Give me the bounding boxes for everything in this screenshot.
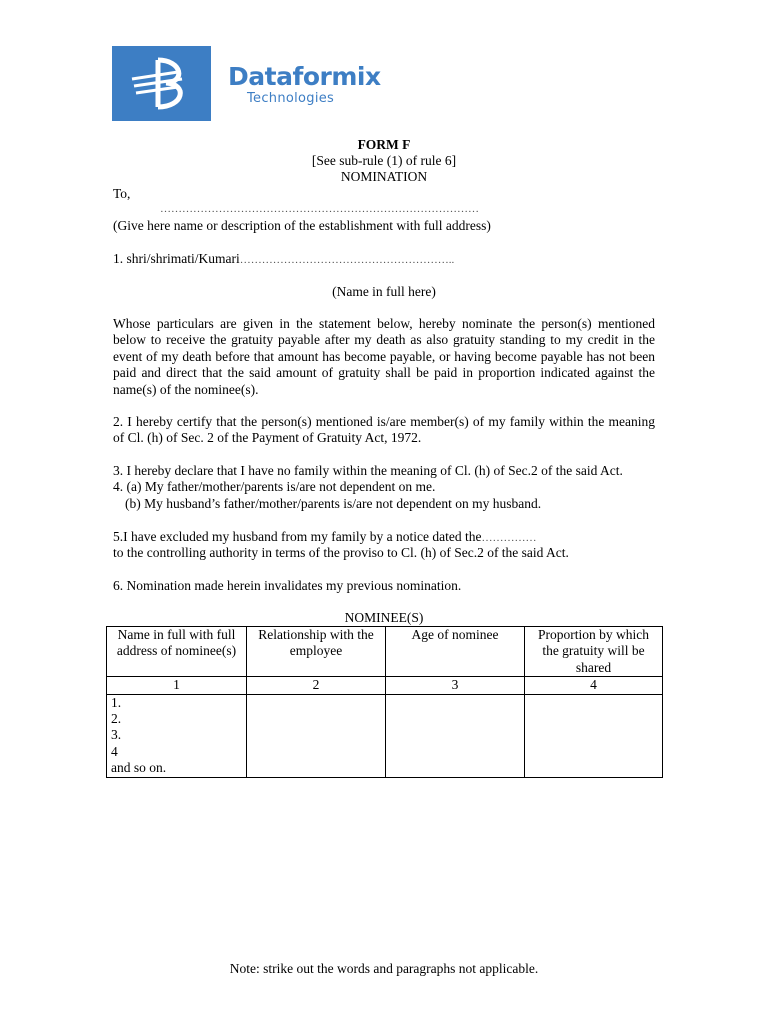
nominee-row-label: and so on. bbox=[111, 760, 167, 776]
address-hint: (Give here name or description of the establishment with full address) bbox=[113, 218, 491, 233]
company-logo bbox=[112, 46, 211, 121]
nomination-paragraph: Whose particulars are given in the statement below, hereby nominate the person(s) mentioned below to receive the gratuity payable after my death as also gratuity standing to my credit in the event of my death before that amount has become payable, or having become payable has not been paid and direct that the said amount of gratuity shall be paid in proportion indicated against the name(s) of the nominee(s). bbox=[113, 316, 655, 397]
nominees-table bbox=[106, 626, 663, 778]
form-subtitle: [See sub-rule (1) of rule 6] bbox=[311, 153, 457, 168]
column-number: 2 bbox=[247, 677, 386, 694]
nominee-row-label: 2. bbox=[111, 711, 122, 727]
table-column-number-row bbox=[107, 677, 663, 694]
header-proportion: Proportion by which the gratuity will be shared bbox=[525, 627, 663, 677]
footer-note: Note: strike out the words and paragraphs not applicable. bbox=[229, 961, 539, 976]
form-title: FORM F bbox=[357, 137, 411, 152]
column-number: 4 bbox=[525, 677, 663, 694]
item-5-dots: …………… bbox=[481, 532, 537, 544]
item-1-name-line bbox=[113, 251, 454, 267]
nominee-row-label: 1. bbox=[111, 694, 122, 710]
column-number: 3 bbox=[386, 677, 525, 694]
logo-company-name: Dataformix bbox=[228, 62, 381, 91]
nominee-name-cell[interactable] bbox=[107, 694, 247, 777]
item-2-certification: 2. I hereby certify that the person(s) mentioned is/are member(s) of my family within the meaning of Cl. (h) of Sec. 2 of the Payment of Gratuity Act, 1972. bbox=[113, 414, 655, 446]
name-hint: (Name in full here) bbox=[332, 284, 436, 299]
item-1-dots: ………………………………………………….. bbox=[239, 254, 455, 266]
item-5-line bbox=[113, 529, 537, 545]
column-number: 1 bbox=[107, 677, 247, 694]
header-relationship: Relationship with the employee bbox=[247, 627, 386, 677]
form-heading: NOMINATION bbox=[340, 169, 428, 184]
item-5-continuation: to the controlling authority in terms of the proviso to Cl. (h) of Sec.2 of the said Act. bbox=[113, 545, 569, 560]
header-name-address: Name in full with full address of nominee(s) bbox=[107, 627, 247, 677]
item-1-label: 1. shri/shrimati/Kumari bbox=[113, 251, 240, 266]
item-4a: 4. (a) My father/mother/parents is/are not dependent on me. bbox=[113, 479, 436, 494]
address-dotted-line: …………………………………………………………………………… bbox=[160, 203, 479, 215]
item-6: 6. Nomination made herein invalidates my previous nomination. bbox=[113, 578, 462, 593]
nominees-title: NOMINEE(S) bbox=[344, 610, 424, 625]
logo-tagline: Technologies bbox=[247, 91, 335, 106]
table-header-row bbox=[107, 627, 663, 677]
header-age: Age of nominee bbox=[386, 627, 525, 677]
addressee-label: To, bbox=[113, 186, 131, 201]
item-4b: (b) My husband’s father/mother/parents is/are not dependent on my husband. bbox=[125, 496, 542, 511]
age-cell[interactable] bbox=[386, 694, 525, 777]
nominee-row-label: 4 bbox=[111, 743, 118, 759]
item-5-label: 5.I have excluded my husband from my family by a notice dated the bbox=[113, 529, 482, 544]
item-3-declaration: 3. I hereby declare that I have no family within the meaning of Cl. (h) of Sec.2 of the said Act. bbox=[113, 463, 623, 478]
proportion-cell[interactable] bbox=[525, 694, 663, 777]
nominee-row-label: 3. bbox=[111, 727, 122, 743]
logo-mark-icon bbox=[112, 46, 211, 121]
table-row bbox=[107, 694, 663, 777]
relationship-cell[interactable] bbox=[247, 694, 386, 777]
